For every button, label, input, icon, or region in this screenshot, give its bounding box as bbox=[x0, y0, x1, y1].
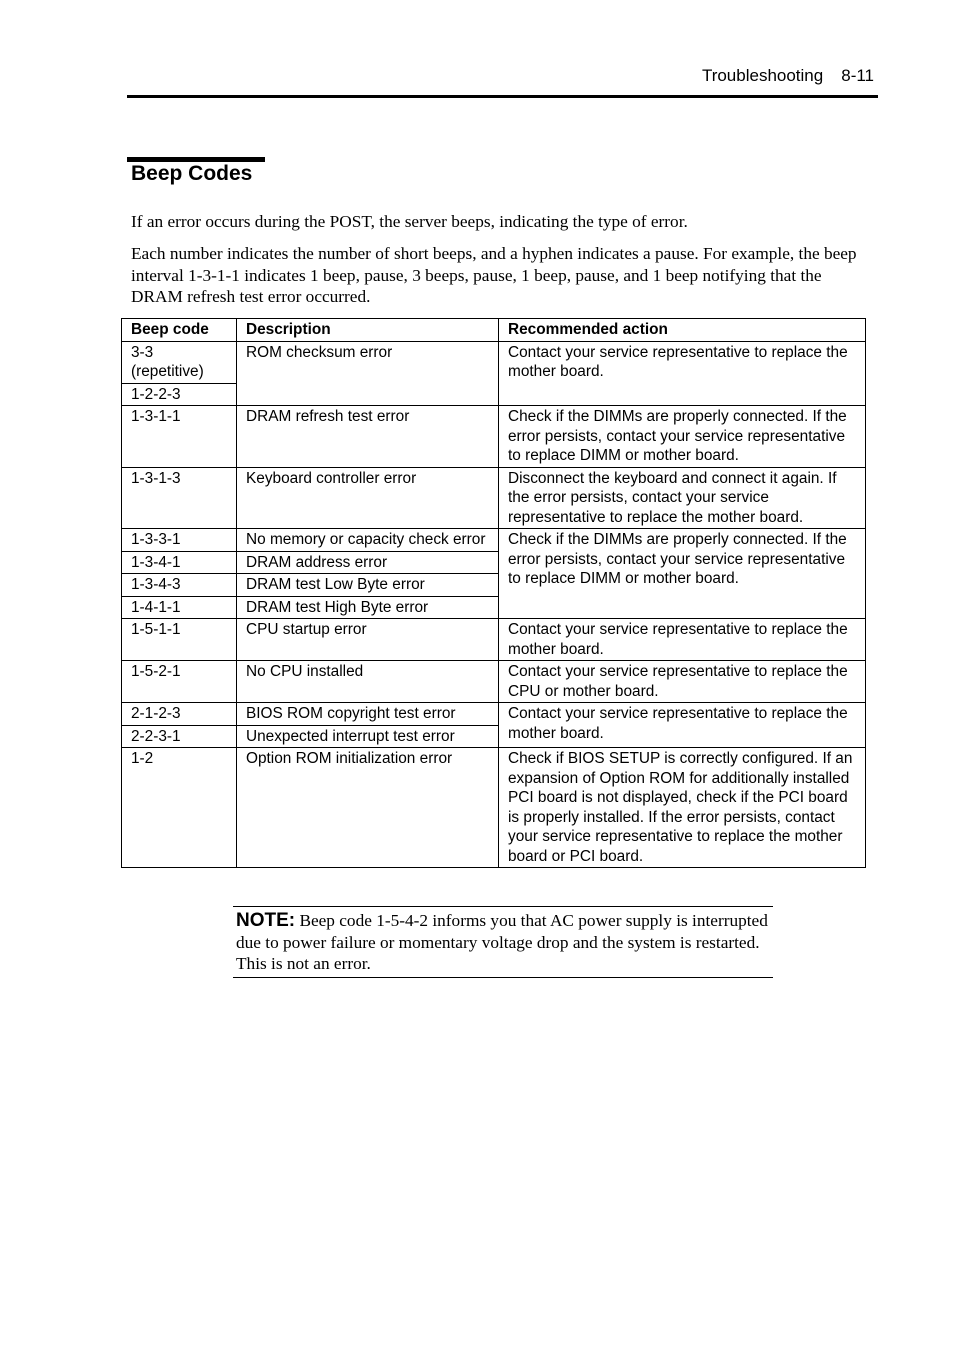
description-cell: ROM checksum error bbox=[237, 341, 499, 406]
table-header-row bbox=[122, 319, 866, 342]
section-title: Beep Codes bbox=[131, 162, 253, 185]
header-page-number: 8-11 bbox=[841, 66, 874, 85]
beep-code-cell: 2-1-2-3 bbox=[122, 703, 237, 726]
beep-code-cell: 1-2 bbox=[122, 748, 237, 868]
action-cell: Contact your service representative to replace the mother board. bbox=[499, 619, 866, 661]
note-text: Beep code 1-5-4-2 informs you that AC power supply is interrupted due to power failure or momentary voltage drop and the system is restarted. This is not an error. bbox=[236, 911, 768, 973]
beep-code-cell: 1-3-3-1 bbox=[122, 529, 237, 552]
table-row bbox=[122, 661, 866, 703]
beep-code-cell: 2-2-3-1 bbox=[122, 725, 237, 748]
note-top-rule bbox=[233, 906, 773, 907]
beep-code-cell: 1-3-4-1 bbox=[122, 551, 237, 574]
action-cell: Contact your service representative to replace the CPU or mother board. bbox=[499, 661, 866, 703]
description-cell: CPU startup error bbox=[237, 619, 499, 661]
beep-code-cell: 3-3 (repetitive) bbox=[122, 341, 237, 383]
beep-codes-table bbox=[121, 318, 866, 868]
description-cell: No CPU installed bbox=[237, 661, 499, 703]
action-cell: Contact your service representative to replace the mother board. bbox=[499, 703, 866, 748]
running-header bbox=[702, 66, 874, 86]
action-cell: Disconnect the keyboard and connect it again. If the error persists, contact your service representative to replace the mother board. bbox=[499, 467, 866, 529]
description-cell: DRAM test High Byte error bbox=[237, 596, 499, 619]
action-cell: Contact your service representative to replace the mother board. bbox=[499, 341, 866, 406]
header-rule bbox=[127, 95, 878, 98]
beep-code-cell: 1-5-2-1 bbox=[122, 661, 237, 703]
beep-code-cell: 1-3-1-1 bbox=[122, 406, 237, 468]
table-row bbox=[122, 529, 866, 552]
column-header-recommended-action: Recommended action bbox=[499, 319, 866, 342]
table-row bbox=[122, 748, 866, 868]
column-header-beep-code: Beep code bbox=[122, 319, 237, 342]
beep-code-cell: 1-2-2-3 bbox=[122, 383, 237, 406]
intro-paragraph-1: If an error occurs during the POST, the server beeps, indicating the type of error. bbox=[131, 212, 688, 231]
action-cell: Check if BIOS SETUP is correctly configured. If an expansion of Option ROM for additionally installed PCI board is not displayed, check if the PCI board is properly installed. If the error persists, contact your service representative to replace the mother board or PCI board. bbox=[499, 748, 866, 868]
action-cell: Check if the DIMMs are properly connected. If the error persists, contact your service representative to replace DIMM or mother board. bbox=[499, 529, 866, 619]
description-cell: Keyboard controller error bbox=[237, 467, 499, 529]
description-cell: No memory or capacity check error bbox=[237, 529, 499, 552]
action-cell: Check if the DIMMs are properly connected. If the error persists, contact your service representative to replace DIMM or mother board. bbox=[499, 406, 866, 468]
beep-code-cell: 1-3-4-3 bbox=[122, 574, 237, 597]
description-cell: Option ROM initialization error bbox=[237, 748, 499, 868]
table-row bbox=[122, 703, 866, 726]
description-cell: DRAM refresh test error bbox=[237, 406, 499, 468]
column-header-description: Description bbox=[237, 319, 499, 342]
table-row bbox=[122, 619, 866, 661]
table-row bbox=[122, 467, 866, 529]
beep-code-cell: 1-3-1-3 bbox=[122, 467, 237, 529]
note-bottom-rule bbox=[233, 977, 773, 978]
note-label: NOTE: bbox=[236, 910, 296, 931]
table-row bbox=[122, 341, 866, 383]
description-cell: DRAM test Low Byte error bbox=[237, 574, 499, 597]
table-row bbox=[122, 406, 866, 468]
description-cell: Unexpected interrupt test error bbox=[237, 725, 499, 748]
beep-code-cell: 1-5-1-1 bbox=[122, 619, 237, 661]
header-section-name: Troubleshooting bbox=[701, 66, 824, 85]
beep-code-cell: 1-4-1-1 bbox=[122, 596, 237, 619]
intro-paragraph-2: Each number indicates the number of short beeps, and a hyphen indicates a pause. For example, the beep interval 1-3-1-1 indicates 1 beep, pause, 3 beeps, pause, 1 beep, pause, and 1 beep notifying that the DRAM refresh test error occurred. bbox=[131, 244, 857, 306]
note-box bbox=[236, 910, 772, 975]
description-cell: DRAM address error bbox=[237, 551, 499, 574]
description-cell: BIOS ROM copyright test error bbox=[237, 703, 499, 726]
